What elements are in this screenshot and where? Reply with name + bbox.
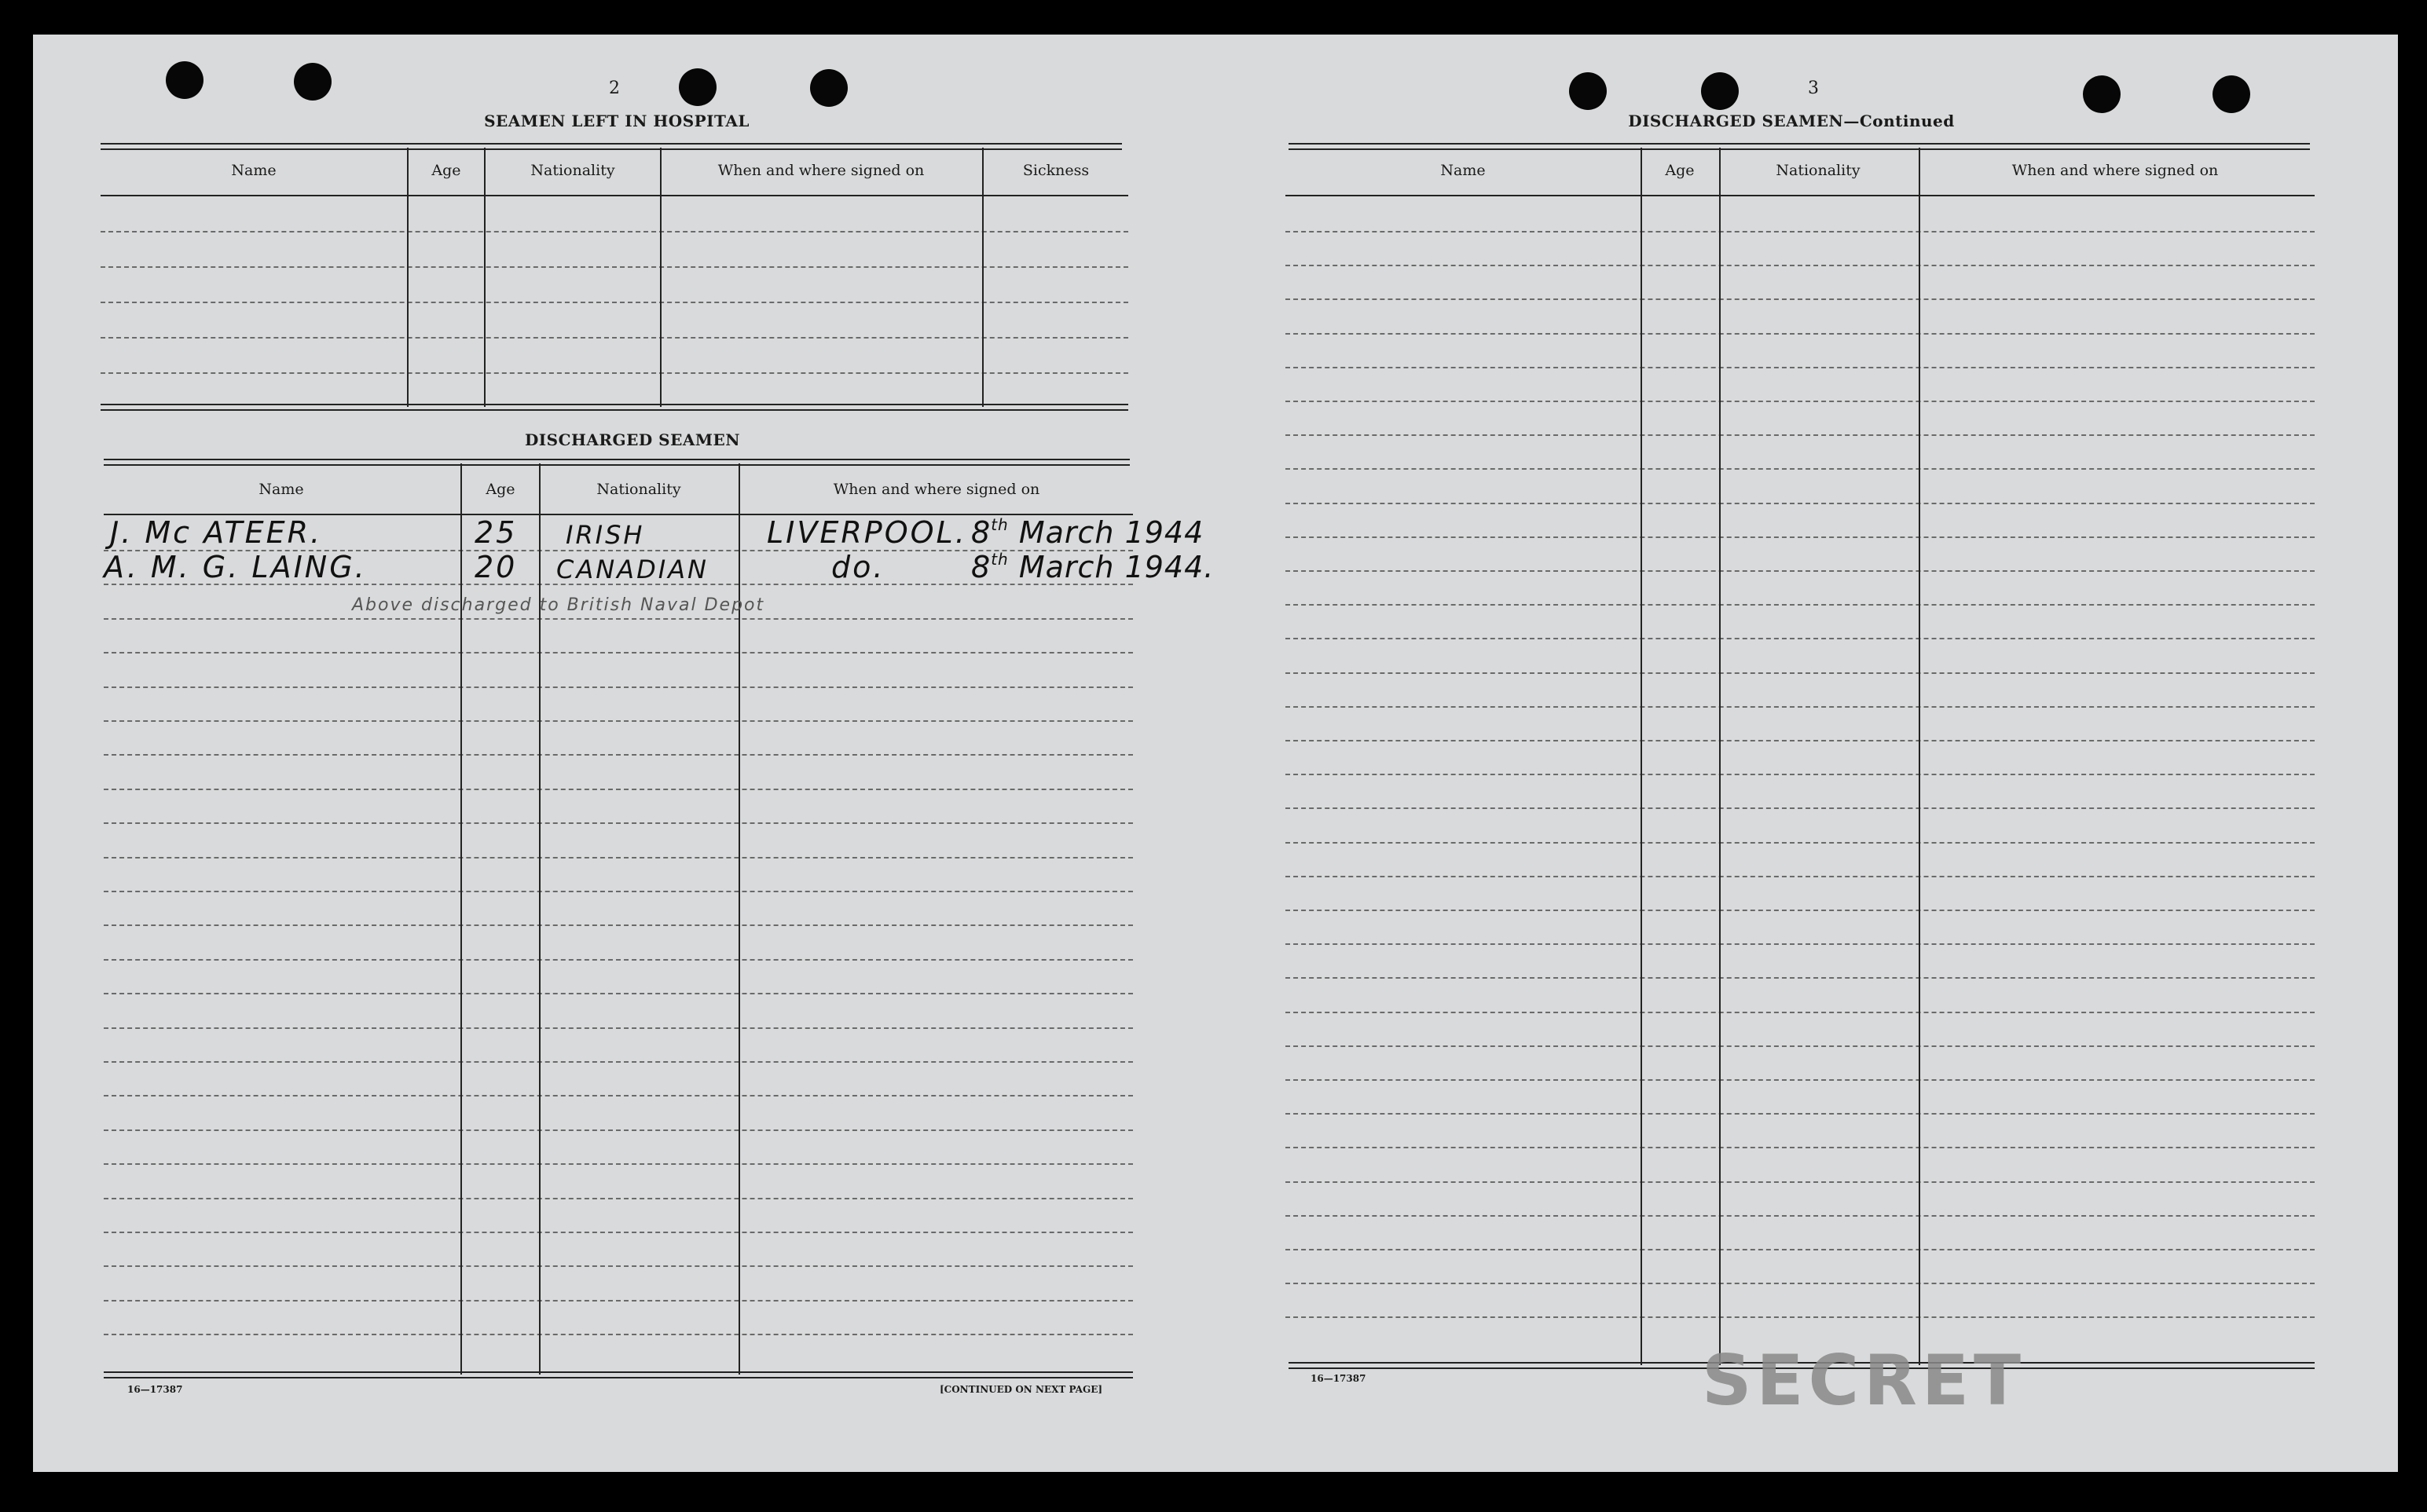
continued-note: [CONTINUED ON NEXT PAGE] — [940, 1384, 1103, 1395]
row-rule — [104, 754, 1133, 756]
row-rule — [1285, 1147, 2315, 1148]
punch-hole — [810, 69, 848, 107]
punch-hole — [1569, 72, 1607, 110]
col-header-signed-on: When and where signed on — [833, 481, 1040, 498]
col-divider — [1919, 148, 1920, 1365]
entry-name: J. Mc ATEER. — [110, 515, 323, 550]
row-rule — [104, 891, 1133, 892]
row-rule — [1285, 1012, 2315, 1013]
row-rule — [1285, 774, 2315, 775]
entry-name: A. M. G. LAING. — [104, 550, 367, 584]
row-rule — [1285, 1079, 2315, 1081]
row-rule — [104, 1163, 1133, 1165]
row-rule — [104, 1027, 1133, 1029]
row-rule — [104, 1198, 1133, 1199]
entry-date-rest: March 1944. — [1018, 550, 1215, 584]
row-rule — [101, 231, 1128, 232]
form-number: 16—17387 — [1311, 1373, 1366, 1384]
col-header-age: Age — [486, 481, 515, 498]
row-rule — [104, 652, 1133, 653]
row-rule — [104, 1232, 1133, 1233]
col-header-sickness: Sickness — [1022, 162, 1090, 179]
row-rule — [1285, 570, 2315, 572]
page-number: 2 — [609, 79, 620, 98]
row-rule — [1285, 367, 2315, 368]
row-rule — [1285, 943, 2315, 945]
row-rule — [1285, 706, 2315, 708]
row-rule — [101, 266, 1128, 268]
entry-date — [971, 515, 1204, 550]
col-header-signed-on: When and where signed on — [717, 162, 925, 179]
header-rule — [1285, 195, 2315, 196]
row-rule — [1285, 910, 2315, 911]
row-rule — [104, 993, 1133, 994]
row-rule — [1285, 1316, 2315, 1318]
row-rule — [104, 924, 1133, 926]
col-divider — [1719, 148, 1721, 1365]
row-rule — [104, 720, 1133, 722]
row-rule — [1285, 1249, 2315, 1250]
table-rule — [101, 143, 1122, 150]
row-rule — [1285, 1045, 2315, 1047]
entry-date-day: 8 — [971, 515, 992, 550]
entry-nationality: CANADIAN — [556, 555, 709, 584]
col-header-name: Name — [231, 162, 277, 179]
entry-date-suffix: th — [991, 515, 1009, 534]
entry-date — [971, 550, 1214, 584]
row-rule — [1285, 638, 2315, 639]
table-rule — [104, 459, 1130, 466]
col-header-signed-on: When and where signed on — [2011, 162, 2219, 179]
entry-date-suffix: th — [991, 550, 1009, 569]
row-rule — [104, 1129, 1133, 1131]
row-rule — [1285, 298, 2315, 300]
col-divider — [484, 148, 486, 407]
row-rule — [1285, 468, 2315, 470]
row-rule — [1285, 977, 2315, 979]
col-divider — [407, 148, 409, 407]
form-number: 16—17387 — [127, 1384, 183, 1395]
table-rule — [104, 1371, 1133, 1378]
punch-hole — [294, 63, 332, 101]
secret-stamp: SECRET — [1702, 1340, 2026, 1421]
row-rule — [1285, 1181, 2315, 1183]
row-rule — [1285, 503, 2315, 504]
row-rule — [101, 302, 1128, 303]
col-header-age: Age — [431, 162, 461, 179]
row-rule — [1285, 231, 2315, 232]
title-cont: —Continued — [1843, 112, 1955, 130]
punch-hole — [166, 61, 203, 99]
row-rule — [104, 1061, 1133, 1063]
discharge-note: Above discharged to British Naval Depot — [352, 595, 765, 615]
table-rule — [1289, 143, 2310, 150]
entry-place: LIVERPOOL. — [767, 515, 967, 550]
table-rule — [101, 404, 1128, 411]
col-header-nationality: Nationality — [1776, 162, 1861, 179]
col-header-nationality: Nationality — [596, 481, 681, 498]
row-rule — [1285, 1215, 2315, 1217]
discharged-continued-title — [1603, 112, 1980, 130]
row-rule — [1285, 536, 2315, 538]
entry-age: 25 — [475, 515, 518, 550]
col-divider — [982, 148, 984, 407]
page-number: 3 — [1808, 79, 1819, 98]
punch-hole — [1701, 72, 1739, 110]
row-rule — [101, 337, 1128, 339]
punch-hole — [2083, 75, 2121, 113]
title-main: DISCHARGED SEAMEN — [1628, 112, 1844, 130]
col-header-age: Age — [1665, 162, 1695, 179]
entry-nationality: IRISH — [566, 520, 645, 550]
entry-place: do. — [831, 550, 885, 584]
col-divider — [660, 148, 662, 407]
col-header-name: Name — [258, 481, 304, 498]
row-rule — [104, 1334, 1133, 1335]
row-rule — [1285, 740, 2315, 741]
col-divider — [1641, 148, 1642, 1365]
row-rule — [101, 372, 1128, 374]
row-rule — [1285, 876, 2315, 877]
row-rule — [1285, 333, 2315, 335]
hospital-title: SEAMEN LEFT IN HOSPITAL — [484, 112, 750, 130]
discharged-title: DISCHARGED SEAMEN — [524, 430, 741, 449]
punch-hole — [2213, 75, 2250, 113]
punch-hole — [679, 68, 717, 106]
row-rule — [104, 822, 1133, 824]
entry-date-day: 8 — [971, 550, 992, 584]
col-header-name: Name — [1440, 162, 1486, 179]
row-rule — [104, 789, 1133, 790]
document-sheet — [33, 35, 2398, 1472]
entry-date-rest: March 1944 — [1018, 515, 1204, 550]
entry-age: 20 — [475, 550, 518, 584]
row-rule — [1285, 1113, 2315, 1115]
col-header-nationality: Nationality — [530, 162, 615, 179]
row-rule — [1285, 604, 2315, 606]
row-rule — [1285, 807, 2315, 809]
row-rule — [104, 1095, 1133, 1096]
row-rule — [104, 857, 1133, 859]
row-rule — [1285, 401, 2315, 402]
row-rule — [1285, 265, 2315, 266]
row-rule — [104, 1300, 1133, 1301]
row-rule — [104, 686, 1133, 688]
header-rule — [101, 195, 1128, 196]
row-rule — [104, 1265, 1133, 1267]
row-rule — [1285, 434, 2315, 436]
row-rule — [1285, 1283, 2315, 1284]
row-rule — [104, 959, 1133, 961]
row-rule — [104, 618, 1133, 620]
row-rule — [1285, 842, 2315, 844]
row-rule — [1285, 672, 2315, 674]
